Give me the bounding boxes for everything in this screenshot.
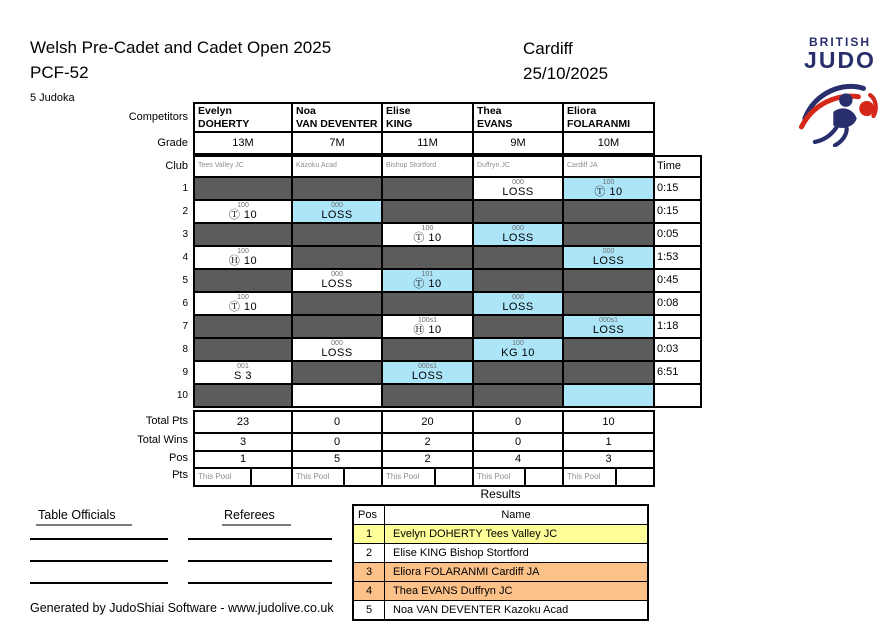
- match-result: Ⓣ 10: [228, 209, 258, 221]
- totals-grid: [193, 410, 655, 487]
- match-cell: [293, 385, 381, 406]
- total-pts-cell: 20: [383, 412, 472, 432]
- match-cell: [564, 362, 653, 383]
- match-score: 100: [602, 179, 615, 186]
- pts-pool-cell: [564, 469, 653, 485]
- match-grid: [193, 155, 702, 408]
- result-name-cell: Elise KING Bishop Stortford: [385, 544, 647, 562]
- time-column-header: Time: [655, 157, 700, 176]
- match-cell: [383, 178, 472, 199]
- competitor-header-cell: [474, 104, 562, 131]
- match-cell: [195, 339, 291, 360]
- competitor-last-name: DOHERTY: [198, 117, 250, 130]
- total-pts-label: Total Pts: [145, 415, 188, 427]
- match-cell: [474, 178, 562, 199]
- match-cell: [564, 316, 653, 337]
- match-result: Ⓣ 10: [413, 278, 442, 290]
- match-cell: [564, 201, 653, 222]
- match-cell: [195, 201, 291, 222]
- table-officials-signature-line: [30, 560, 168, 562]
- pts-value-cell: [526, 469, 562, 485]
- result-pos-cell: 5: [354, 601, 384, 619]
- row-number-label: 3: [182, 229, 188, 240]
- result-pos-cell: 1: [354, 525, 384, 543]
- match-cell: [474, 362, 562, 383]
- match-cell: [383, 362, 472, 383]
- this-pool-label: This Pool: [564, 469, 617, 485]
- pts-label: Pts: [172, 469, 188, 481]
- match-cell: [383, 201, 472, 222]
- match-cell: [293, 362, 381, 383]
- match-cell: [564, 385, 653, 406]
- row-number-label: 10: [176, 390, 188, 401]
- total-wins-cell: 2: [383, 434, 472, 450]
- grade-cell: 13M: [195, 133, 291, 153]
- match-score: 000: [512, 179, 524, 186]
- total-wins-cell: 1: [564, 434, 653, 450]
- competitor-header-cell: [564, 104, 653, 131]
- pos-cell: 3: [564, 452, 653, 467]
- this-pool-label: This Pool: [383, 469, 436, 485]
- match-result: LOSS: [321, 209, 353, 221]
- match-result: Ⓣ 10: [594, 186, 623, 198]
- pos-cell: 5: [293, 452, 381, 467]
- row-number-label: 5: [182, 275, 188, 286]
- match-cell: [564, 270, 653, 291]
- match-time-cell: 0:05: [655, 224, 700, 245]
- table-officials-signature-line: [30, 538, 168, 540]
- competitor-last-name: KING: [386, 117, 413, 130]
- competitor-first-name: Eliora: [567, 105, 597, 117]
- match-score: 000: [512, 294, 524, 301]
- total-pts-cell: 0: [293, 412, 381, 432]
- match-cell: [383, 224, 472, 245]
- match-score: 000: [331, 271, 343, 278]
- match-time-cell: 0:03: [655, 339, 700, 360]
- pts-value-cell: [617, 469, 654, 485]
- match-cell: [195, 362, 291, 383]
- match-cell: [474, 201, 562, 222]
- competitor-first-name: Noa: [296, 105, 316, 117]
- match-cell: [474, 385, 562, 406]
- grade-cell: 10M: [564, 133, 653, 153]
- referees-signature-line: [188, 538, 332, 540]
- total-wins-cell: 0: [293, 434, 381, 450]
- match-score: 000: [331, 202, 343, 209]
- grade-cell: 7M: [293, 133, 381, 153]
- match-result: LOSS: [502, 301, 534, 313]
- match-cell: [383, 339, 472, 360]
- referees-heading: Referees: [222, 508, 291, 526]
- match-result: KG 10: [501, 347, 535, 359]
- match-time-cell: 0:15: [655, 178, 700, 199]
- pts-value-cell: [436, 469, 473, 485]
- match-result: LOSS: [502, 232, 534, 244]
- match-cell: [195, 178, 291, 199]
- match-cell: [564, 178, 653, 199]
- match-score: 000: [602, 248, 615, 255]
- match-cell: [474, 270, 562, 291]
- results-table: [352, 504, 649, 621]
- total-pts-cell: 10: [564, 412, 653, 432]
- pos-cell: 4: [474, 452, 562, 467]
- match-result: Ⓗ 10: [228, 255, 258, 267]
- pts-pool-cell: [383, 469, 472, 485]
- match-score: 000s1: [417, 363, 438, 370]
- match-score: 100: [421, 225, 434, 232]
- match-score: 000: [331, 340, 343, 347]
- pos-cell: 2: [383, 452, 472, 467]
- match-score: 101: [421, 271, 434, 278]
- match-cell: [293, 293, 381, 314]
- logo-text-british: BRITISH: [809, 35, 871, 49]
- grade-label: Grade: [157, 137, 188, 149]
- pts-pool-cell: [293, 469, 381, 485]
- match-cell: [564, 247, 653, 268]
- result-name-cell: Thea EVANS Duffryn JC: [385, 582, 647, 600]
- results-header-pos: Pos: [354, 506, 384, 524]
- result-name-cell: Evelyn DOHERTY Tees Valley JC: [385, 525, 647, 543]
- match-result: Ⓣ 10: [228, 301, 258, 313]
- match-cell: [474, 316, 562, 337]
- row-number-label: 7: [182, 321, 188, 332]
- match-score: 000: [512, 225, 524, 232]
- match-time-cell: 0:15: [655, 201, 700, 222]
- match-result: LOSS: [321, 347, 353, 359]
- match-time-cell: 0:45: [655, 270, 700, 291]
- result-pos-cell: 2: [354, 544, 384, 562]
- generated-by-footer: Generated by JudoShiai Software - www.judolive.co.uk: [30, 601, 334, 615]
- match-result: Ⓣ 10: [413, 232, 442, 244]
- pts-pool-cell: [474, 469, 562, 485]
- table-officials-heading: Table Officials: [36, 508, 132, 526]
- match-cell: [383, 385, 472, 406]
- category-label: PCF-52: [30, 63, 89, 82]
- match-time-cell: 1:53: [655, 247, 700, 268]
- location-label: Cardiff: [523, 39, 573, 58]
- result-pos-cell: 3: [354, 563, 384, 581]
- club-cell: Bishop Stortford: [383, 157, 472, 176]
- match-cell: [474, 247, 562, 268]
- competitor-header-cell: [383, 104, 472, 131]
- this-pool-label: This Pool: [195, 469, 252, 485]
- match-cell: [474, 224, 562, 245]
- total-wins-cell: 3: [195, 434, 291, 450]
- date-label: 25/10/2025: [523, 64, 609, 83]
- match-result: LOSS: [411, 370, 444, 382]
- judoka-count: 5 Judoka: [30, 92, 75, 104]
- match-cell: [564, 293, 653, 314]
- competitor-header-cell: [293, 104, 381, 131]
- competitor-last-name: EVANS: [477, 117, 513, 130]
- pts-value-cell: [345, 469, 381, 485]
- match-score: 100: [237, 248, 249, 255]
- match-cell: [383, 316, 472, 337]
- results-title: Results: [480, 487, 521, 501]
- match-cell: [564, 224, 653, 245]
- match-cell: [195, 316, 291, 337]
- grade-cell: 11M: [383, 133, 472, 153]
- pts-value-cell: [252, 469, 291, 485]
- match-result: LOSS: [321, 278, 353, 290]
- match-result: S 3: [233, 370, 252, 382]
- british-judo-logo: [797, 36, 883, 152]
- club-cell: Cardiff JA: [564, 157, 653, 176]
- match-time-cell: [655, 385, 700, 406]
- judoka-swirl-icon: [798, 75, 882, 147]
- total-wins-label: Total Wins: [137, 434, 188, 446]
- pos-cell: 1: [195, 452, 291, 467]
- match-score: 100: [237, 294, 249, 301]
- match-cell: [383, 270, 472, 291]
- competitor-last-name: VAN DEVENTER: [296, 117, 378, 130]
- match-time-cell: 6:51: [655, 362, 700, 383]
- this-pool-label: This Pool: [293, 469, 345, 485]
- match-cell: [195, 224, 291, 245]
- results-header-name: Name: [385, 506, 647, 524]
- club-cell: Tees Valley JC: [195, 157, 291, 176]
- competitor-first-name: Elise: [386, 105, 411, 117]
- club-cell: Duffryn JC: [474, 157, 562, 176]
- match-cell: [293, 270, 381, 291]
- match-score: 100: [237, 202, 249, 209]
- referees-signature-line: [188, 582, 332, 584]
- competitor-header-grid: [193, 102, 655, 155]
- result-name-cell: Eliora FOLARANMI Cardiff JA: [385, 563, 647, 581]
- grade-cell: 9M: [474, 133, 562, 153]
- row-number-label: 4: [182, 252, 188, 263]
- logo-text-judo: JUDO: [804, 47, 876, 73]
- competitor-first-name: Evelyn: [198, 105, 232, 117]
- page-title: Welsh Pre-Cadet and Cadet Open 2025: [30, 38, 332, 57]
- match-cell: [383, 293, 472, 314]
- total-pts-cell: 0: [474, 412, 562, 432]
- total-wins-cell: 0: [474, 434, 562, 450]
- competitors-label: Competitors: [128, 111, 188, 123]
- result-pos-cell: 4: [354, 582, 384, 600]
- match-result: LOSS: [592, 324, 625, 336]
- row-number-label: 2: [182, 206, 188, 217]
- row-number-label: 1: [182, 183, 188, 194]
- match-cell: [195, 385, 291, 406]
- match-cell: [293, 316, 381, 337]
- match-result: Ⓗ 10: [413, 324, 442, 336]
- this-pool-label: This Pool: [474, 469, 526, 485]
- match-cell: [195, 247, 291, 268]
- result-name-cell: Noa VAN DEVENTER Kazoku Acad: [385, 601, 647, 619]
- match-score: 100: [512, 340, 524, 347]
- match-cell: [293, 201, 381, 222]
- match-time-cell: 0:08: [655, 293, 700, 314]
- match-cell: [293, 339, 381, 360]
- total-pts-cell: 23: [195, 412, 291, 432]
- referees-signature-line: [188, 560, 332, 562]
- row-number-label: 8: [182, 344, 188, 355]
- match-time-cell: 1:18: [655, 316, 700, 337]
- match-result: LOSS: [592, 255, 625, 267]
- match-score: 000s1: [598, 317, 619, 324]
- table-officials-signature-line: [30, 582, 168, 584]
- competitor-header-cell: [195, 104, 291, 131]
- match-cell: [293, 178, 381, 199]
- match-cell: [195, 270, 291, 291]
- competitor-last-name: FOLARANMI: [567, 117, 630, 130]
- row-number-label: 6: [182, 298, 188, 309]
- match-cell: [474, 293, 562, 314]
- match-cell: [195, 293, 291, 314]
- match-score: 100s1: [417, 317, 438, 324]
- match-cell: [293, 247, 381, 268]
- match-result: LOSS: [502, 186, 534, 198]
- pos-label: Pos: [169, 452, 188, 464]
- row-number-label: 9: [182, 367, 188, 378]
- match-cell: [293, 224, 381, 245]
- pts-pool-cell: [195, 469, 291, 485]
- match-cell: [474, 339, 562, 360]
- competitor-first-name: Thea: [477, 105, 502, 117]
- club-label: Club: [165, 160, 188, 172]
- match-cell: [383, 247, 472, 268]
- club-cell: Kazoku Acad: [293, 157, 381, 176]
- match-cell: [564, 339, 653, 360]
- match-score: 001: [237, 363, 249, 370]
